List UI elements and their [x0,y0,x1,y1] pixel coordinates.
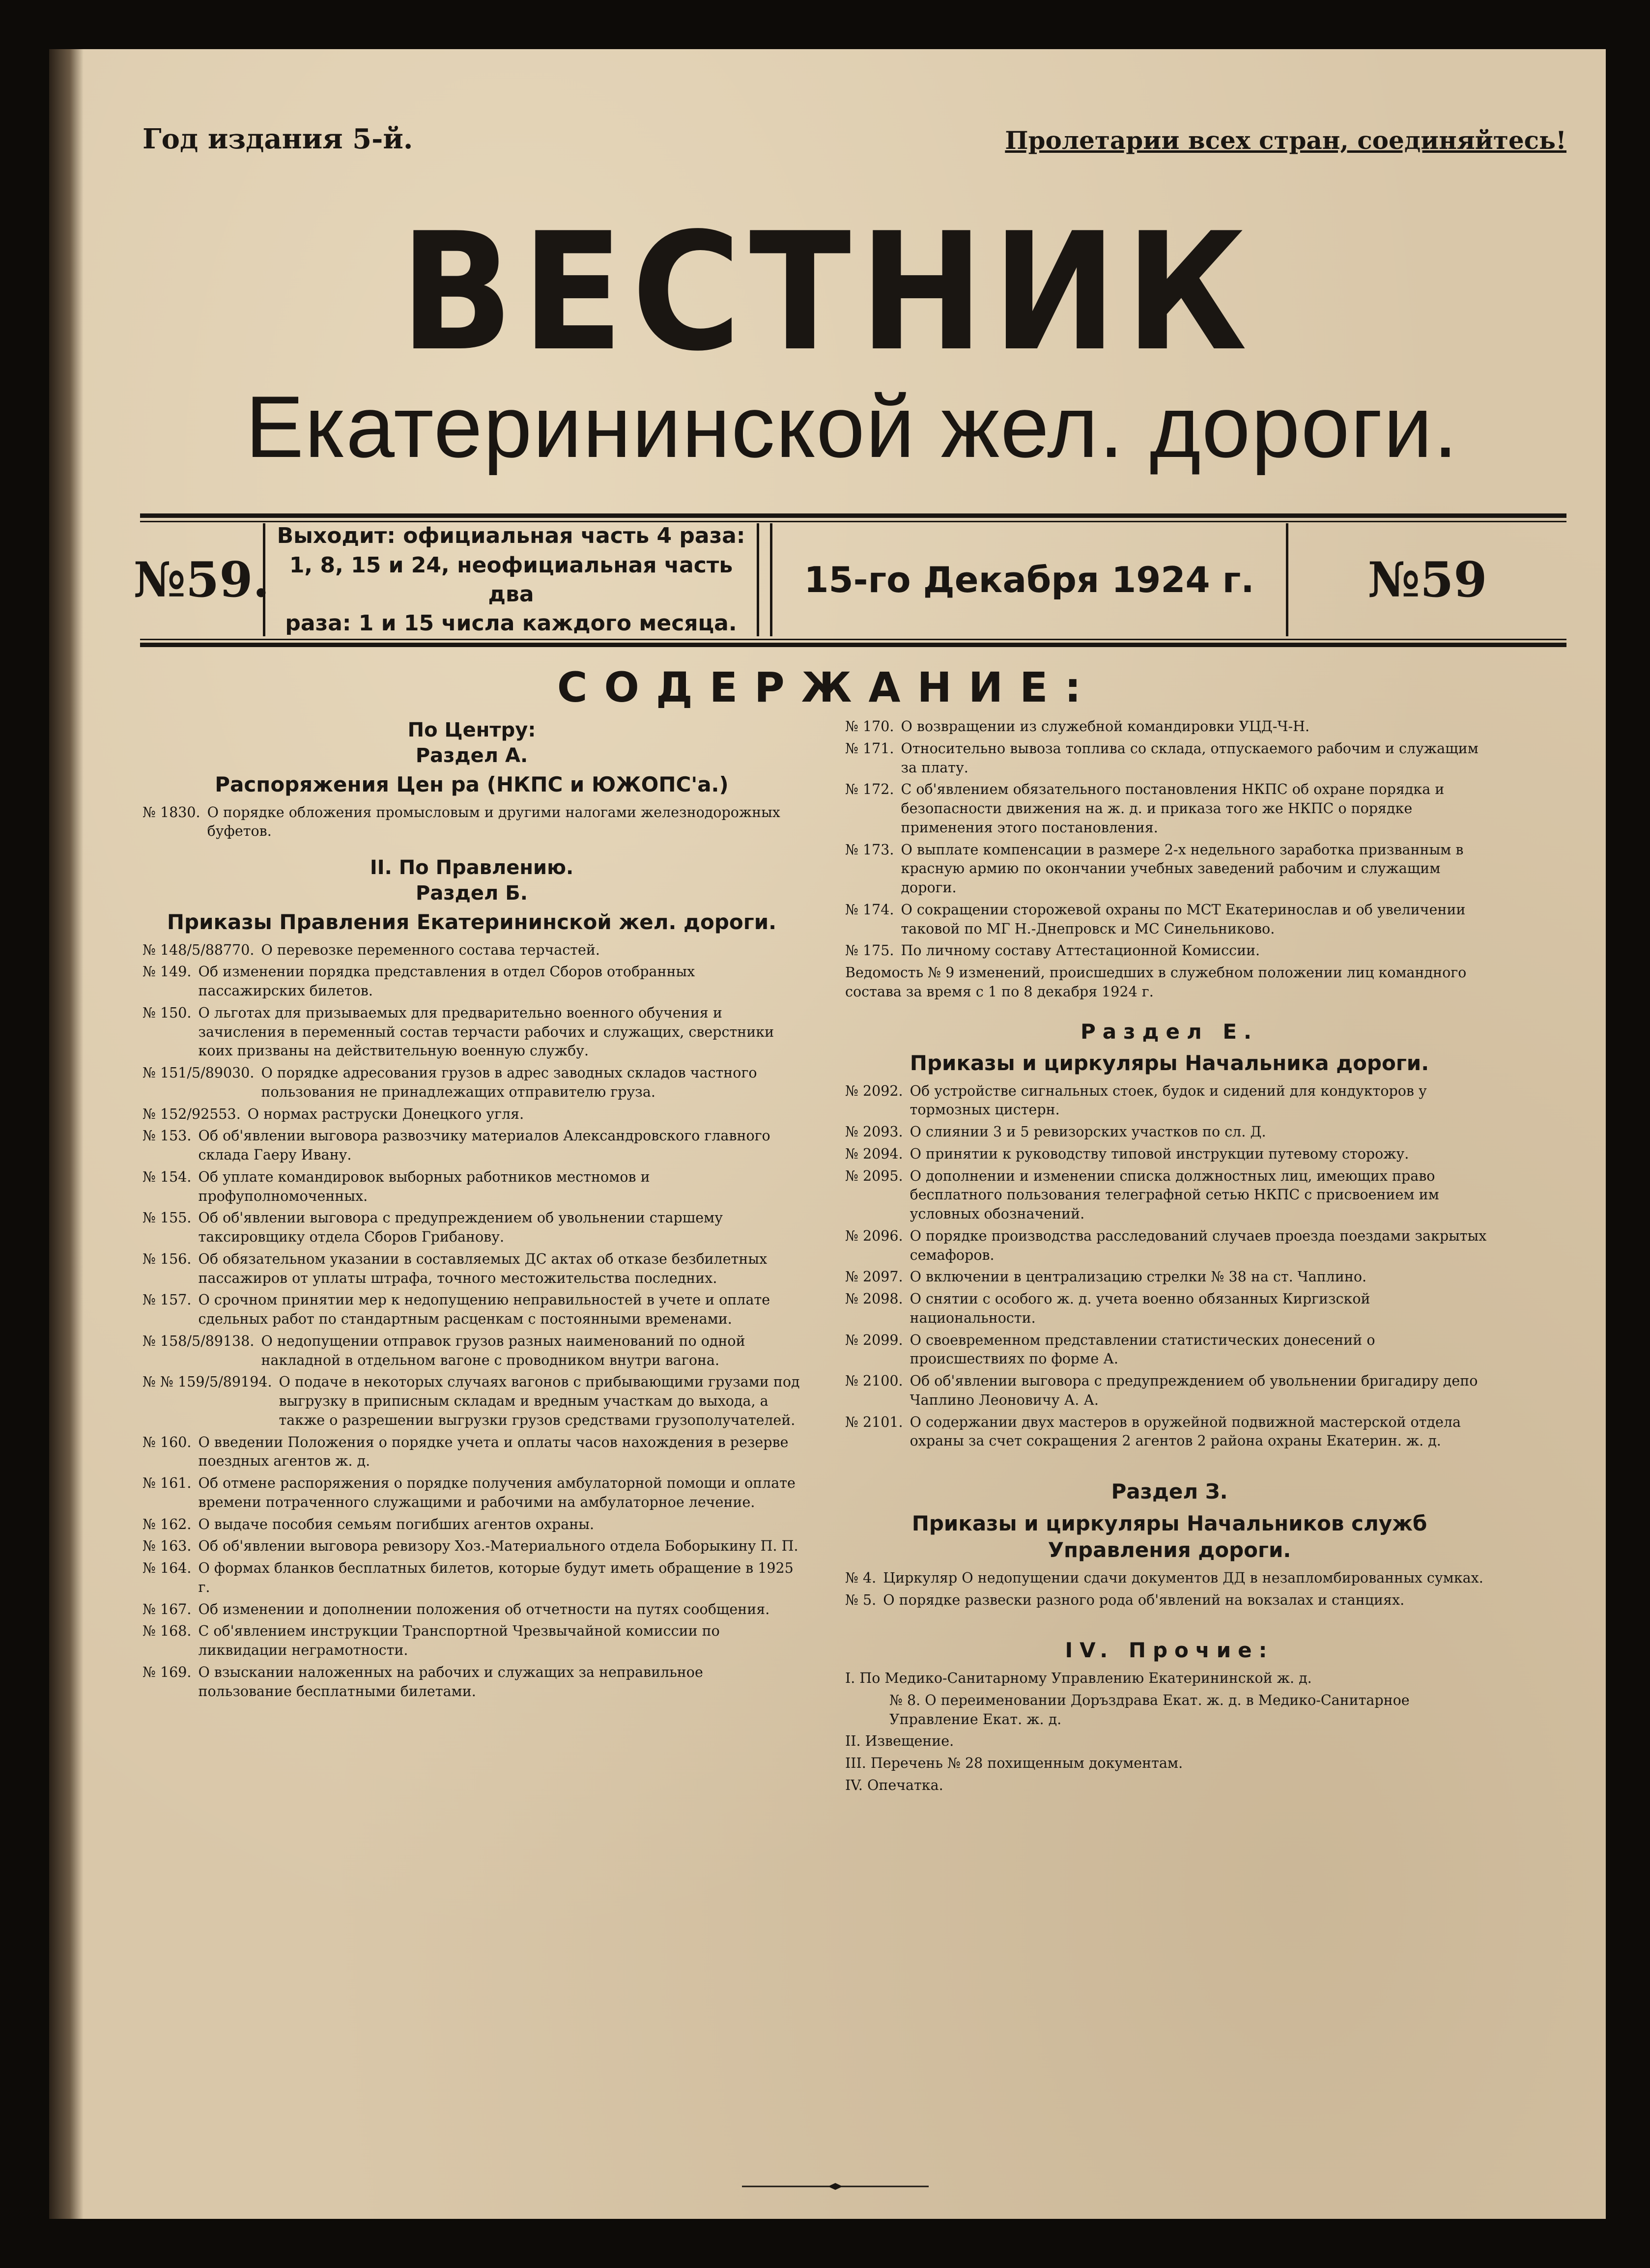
item-text: О перевозке переменного состава терчастей. [261,941,600,958]
item-number: № 5. [845,1591,877,1608]
item-text: О порядке развески разного рода об'явлений на вокзалах и станциях. [883,1591,1405,1608]
other-item-1-sub: № 8. О переименовании Доръздрава Екат. ж. д. в Медико-Санитарное Управление Екат. ж. д. [889,1692,1410,1728]
item-number: № 150. [142,1004,192,1021]
masthead-title: ВЕСТНИК [399,198,1255,387]
binding-spine [49,49,84,2219]
item-number: № 156. [142,1250,192,1267]
item-number: № 172. [845,781,894,798]
item-text: О дополнении и изменении списка должностных лиц, имеющих право бесплатного пользования телеграфной сетью НКПС с присвоением им условных обозначений. [910,1167,1439,1222]
item-number: № 174. [845,901,894,918]
item-text: О взыскании наложенных на рабочих и служащих за неправильное пользование бесплатными билетами. [198,1664,703,1700]
list-item [142,1332,801,1370]
section-b-list [142,941,801,1701]
item-number: № 2096. [845,1227,903,1244]
masthead-subtitle: Екатерининской жел. дороги. [245,378,1459,476]
item-number: № 2097. [845,1269,903,1285]
item-text: Относительно вывоза топлива со склада, отпускаемого рабочим и служащим за плату. [901,740,1479,776]
item-text: С об'явлением обязательного постановления НКПС об охране порядка и безопасности движения на ж. д. и приказа того же НКПС о порядке применения этого постановления. [901,781,1445,836]
infobar-rule-bottom-thin [140,639,1566,640]
item-text: О слиянии 3 и 5 ревизорских участков по сл. Д. [910,1124,1266,1140]
bar-divider [759,523,772,636]
contents-right-column [845,717,1494,1798]
list-item [142,1474,801,1512]
item-number: № 161. [142,1475,192,1492]
section-e-heading: Приказы и циркуляры Начальника дороги. [910,1051,1429,1076]
item-number: № 2100. [845,1373,903,1389]
list-item [845,1569,1494,1588]
item-text: О нормах раструски Донецкого угля. [247,1106,524,1122]
item-number: № 164. [142,1560,192,1577]
list-item [142,803,801,842]
section-z-title: Раздел З. [1111,1479,1228,1504]
vedomost-entry: Ведомость № 9 изменений, происшедших в служебном положении лиц командного состава за время с 1 по 8 декабря 1924 г. [845,964,1467,1000]
item-text: Об об'явлении выговора с предупреждением об увольнении старшему таксировщику отдела Сборов Грибанову. [198,1210,723,1246]
item-text: Об изменении и дополнении положения об отчетности на путях сообщения. [198,1601,770,1617]
item-number: № 2098. [845,1291,903,1307]
list-item [142,1291,801,1329]
other-item-2: II. Извещение. [845,1733,954,1750]
list-item [142,1515,801,1534]
item-text: Об об'явлении выговора с предупреждением об увольнении бригадиру депо Чаплино Леоновичу А. А. [910,1373,1478,1408]
section-board: II. По Правлению. [370,856,574,879]
section-iv-title: IV. Прочие: [1065,1638,1274,1663]
item-number: № 160. [142,1434,192,1450]
issue-number-right: №59 [1367,551,1487,608]
list-item [845,841,1494,898]
item-text: Об об'явлении выговора развозчику материалов Александровского главного склада Гаеру Ивану. [198,1128,770,1163]
list-item [845,739,1494,778]
other-item-3: III. Перечень № 28 похищенным документам. [845,1755,1183,1772]
section-e-list [845,1082,1494,1451]
item-text: Об изменении порядка представления в отдел Сборов отобранных пассажирских билетов. [198,964,695,999]
item-text: О недопущении отправок грузов разных наименований по одной накладной в отдельном вагоне с проводником внутри вагона. [261,1332,745,1368]
list-item [845,1123,1494,1142]
frequency-line-2: 1, 8, 15 и 24, неофициальная часть два [289,552,733,607]
item-number: № 167. [142,1601,192,1617]
item-number: № 162. [142,1516,192,1532]
issue-date: 15-го Декабря 1924 г. [772,523,1288,636]
item-number: № 4. [845,1569,877,1586]
item-text: О порядке адресования грузов в адрес заводных складов частного пользования не принадлежащих отправителю груза. [261,1065,757,1100]
publication-year: Год издания 5-й. [142,123,413,155]
item-text: Об уплате командировок выборных работников местномов и профуполномоченных. [198,1168,650,1204]
list-item [845,1167,1494,1224]
list-item [142,1168,801,1206]
list-item [845,1082,1494,1120]
list-item [142,1250,801,1288]
list-item [845,717,1494,737]
item-number: № 154. [142,1168,192,1185]
section-b-heading: Приказы Правления Екатерининской жел. дороги. [167,910,777,935]
item-text: О льготах для призываемых для предварительно военного обучения и зачисления в переменный состав терчасти рабочих и служащих, сверстники коих призваны на действительную военную службу. [198,1004,774,1059]
section-z-list [845,1569,1494,1610]
item-number: № 152/92553. [142,1106,241,1122]
item-number: № 2094. [845,1145,903,1162]
item-number: № 171. [845,740,894,757]
frequency-notice [263,523,759,636]
slogan: Пролетарии всех стран, соединяйтесь! [1005,126,1566,155]
item-text: О включении в централизацию стрелки № 38 на ст. Чаплино. [910,1269,1367,1285]
issue-number-left: №59. [133,551,270,608]
list-item [142,1064,801,1102]
item-text: О порядке производства расследований случаев проезда поездами закрытых семафоров. [910,1227,1487,1263]
list-item [142,1433,801,1472]
list-item [142,1559,801,1597]
item-text: О введении Положения о порядке учета и оплаты часов нахождения в резерве поездных агентов ж. д. [198,1434,789,1470]
list-item [142,941,801,960]
item-text: О выплате компенсации в размере 2-х недельного заработка призванным в красную армию по окончании учебных заведений рабочим и служащим дороги. [901,841,1464,896]
list-item [142,1127,801,1165]
item-number: № 173. [845,841,894,858]
list-item [142,1600,801,1619]
list-item [845,1413,1494,1451]
list-item [142,1373,801,1430]
item-text: Об обязательном указании в составляемых ДС актах об отказе безбилетных пассажиров от уплаты штрафа, точного местожительства последних. [198,1250,768,1286]
other-item-1: I. По Медико-Санитарному Управлению Екатерининской ж. д. [845,1670,1312,1687]
item-text: По личному составу Аттестационной Комиссии. [901,942,1260,959]
item-number: № 169. [142,1664,192,1680]
item-number: № 2092. [845,1082,903,1099]
item-number: № 151/5/89030. [142,1065,255,1081]
list-item [845,1591,1494,1610]
item-text: О содержании двух мастеров в оружейной подвижной мастерской отдела охраны за счет сокращения 2 агентов 2 района охраны Екатерин. ж. д. [910,1414,1461,1449]
section-e-title: Раздел Е. [1081,1019,1258,1044]
item-number: № 1830. [142,804,200,821]
issue-info-bar [133,523,1566,636]
item-text: Циркуляр О недопущении сдачи документов ДД в незапломбированных сумках. [883,1569,1483,1586]
newspaper-page [49,49,1606,2219]
item-text: О формах бланков бесплатных билетов, которые будут иметь обращение в 1925 г. [198,1560,794,1595]
masthead-rule-top [140,513,1566,518]
item-number: № 158/5/89138. [142,1332,255,1349]
item-number: № 163. [142,1538,192,1555]
item-text: О возвращении из служебной командировки УЦД-Ч-Н. [901,718,1310,735]
section-b-title: Раздел Б. [416,882,528,905]
section-b-list-cont [845,717,1494,961]
other-item-4: IV. Опечатка. [845,1777,943,1793]
end-ornament [742,2182,929,2191]
item-number: № 148/5/88770. [142,941,255,958]
list-item [845,941,1494,961]
item-text: О порядке обложения промысловым и другими налогами железнодорожных буфетов. [207,804,780,840]
section-a-heading: Распоряжения Цен ра (НКПС и ЮЖОПС'а.) [215,772,729,796]
item-number: № 149. [142,964,192,980]
item-text: О срочном принятии мер к недопущению неправильностей в учете и оплате сдельных работ по стандартным расценкам с постоянными временами. [198,1292,770,1328]
list-item [845,1331,1494,1369]
list-item [845,780,1494,837]
item-text: Об об'явлении выговора ревизору Хоз.-Материального отдела Боборыкину П. П. [198,1538,798,1555]
item-text: О подаче в некоторых случаях вагонов с прибывающими грузами под выгрузку в приписным складам и вредным участкам до выхода, а также о разрешении выгрузки грузов средствами грузополучателей. [279,1374,800,1428]
item-number: № 2101. [845,1414,903,1430]
list-item [845,1372,1494,1410]
item-number: № 168. [142,1623,192,1640]
frequency-line-1: Выходит: официальная часть 4 раза: [277,523,745,549]
item-number: № 157. [142,1292,192,1308]
item-text: О снятии с особого ж. д. учета военно обязанных Киргизской национальности. [910,1291,1370,1326]
item-number: № 153. [142,1128,192,1144]
list-item [142,963,801,1001]
list-item [845,1145,1494,1164]
list-item [845,1227,1494,1265]
item-text: С об'явлением инструкции Транспортной Чрезвычайной комиссии по ликвидации неграмотности. [198,1623,720,1659]
frequency-line-3: раза: 1 и 15 числа каждого месяца. [285,611,737,636]
item-text: О выдаче пособия семьям погибших агентов охраны. [198,1516,595,1532]
infobar-rule-bottom [140,643,1566,647]
item-text: О сокращении сторожевой охраны по МСТ Екатеринослав и об увеличении таковой по МГ Н.-Днепровск и МС Синельниково. [901,901,1466,937]
list-item [142,1663,801,1701]
section-z-heading: Приказы и циркуляры Начальников служб Управления дороги. [911,1511,1427,1562]
list-item [845,1290,1494,1328]
item-number: № 175. [845,942,894,959]
item-text: Об устройстве сигнальных стоек, будок и сидений для кондукторов у тормозных цистерн. [910,1082,1427,1118]
list-item [142,1105,801,1124]
item-text: О принятии к руководству типовой инструкции путевому сторожу. [910,1145,1409,1162]
list-item [142,1537,801,1556]
item-text: Об отмене распоряжения о порядке получения амбулаторной помощи и оплате времени потраченного служащими и рабочими на амбулаторное лечение. [198,1475,796,1510]
section-center: По Центру: [407,719,536,741]
list-item [142,1004,801,1061]
item-number: № 2099. [845,1332,903,1348]
list-item [142,1209,801,1247]
list-item [845,1268,1494,1287]
item-number: № № 159/5/89194. [142,1374,272,1390]
list-item [845,901,1494,939]
section-a-title: Раздел А. [415,744,528,767]
item-number: № 155. [142,1210,192,1226]
item-text: О своевременном представлении статистических донесений о происшествиях по форме А. [910,1332,1375,1367]
item-number: № 2093. [845,1124,903,1140]
item-number: № 2095. [845,1167,903,1184]
contents-title: СОДЕРЖАНИЕ: [557,663,1098,711]
list-item [142,1622,801,1660]
contents-left-column [142,717,801,1704]
item-number: № 170. [845,718,894,735]
